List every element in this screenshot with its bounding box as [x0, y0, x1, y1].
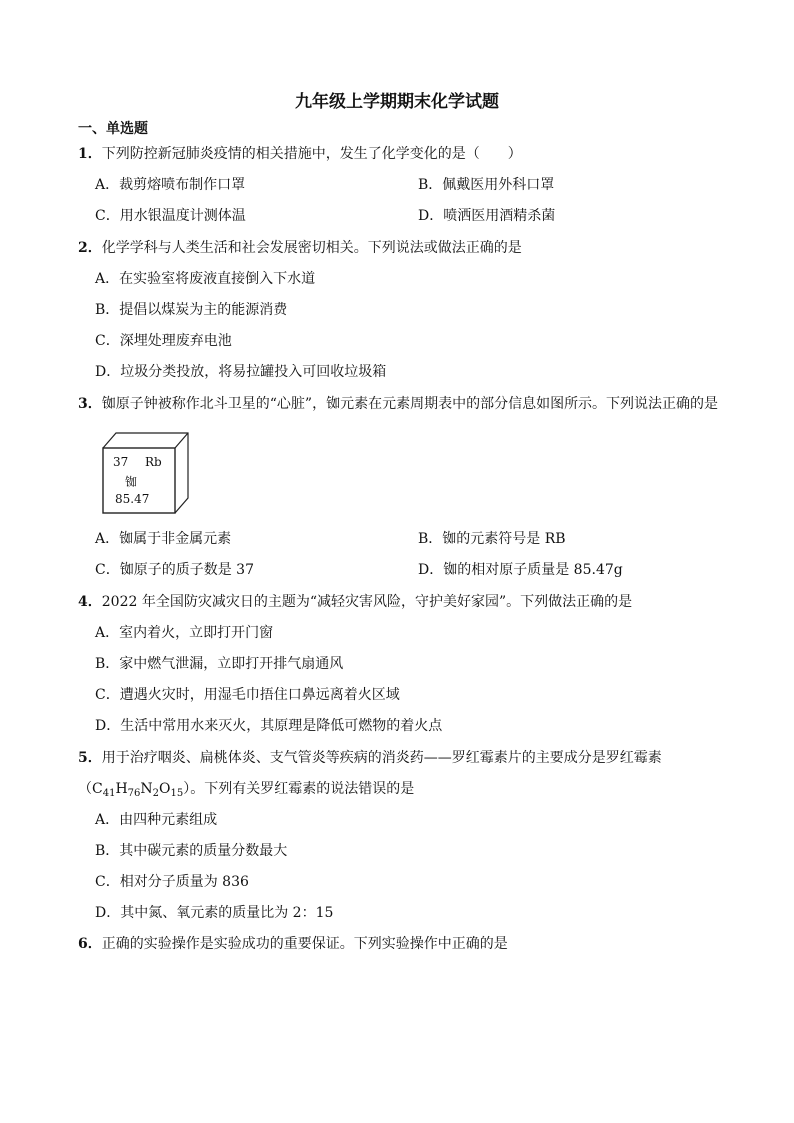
formula-subscript: 15 — [170, 788, 184, 799]
q2-option-b: B．提倡以煤炭为主的能源消费 — [95, 302, 288, 318]
q3-option-b: B．铷的元素符号是 RB — [418, 531, 566, 547]
q2-option-d: D．垃圾分类投放，将易拉罐投入可回收垃圾箱 — [95, 364, 387, 380]
q2-option-c: C．深埋处理废弃电池 — [95, 333, 232, 349]
question-number: 3． — [78, 396, 102, 412]
q1-option-b: B．佩戴医用外科口罩 — [418, 177, 555, 193]
q5-option-d: D．其中氮、氧元素的质量比为 2：15 — [95, 905, 334, 921]
question-2 — [78, 239, 522, 257]
section-heading: 一、单选题 — [78, 121, 148, 137]
q4-option-a: A．室内着火，立即打开门窗 — [95, 625, 274, 641]
question-stem: 化学学科与人类生活和社会发展密切相关。下列说法或做法正确的是 — [101, 240, 522, 256]
formula-subscript: 2 — [152, 788, 160, 799]
question-6 — [78, 935, 508, 953]
q3-option-d: D．铷的相对原子质量是 85.47g — [418, 562, 623, 578]
question-number: 4． — [78, 594, 102, 610]
question-stem: 用于治疗咽炎、扁桃体炎、支气管炎等疾病的消炎药——罗红霉素片的主要成分是罗红霉素 — [101, 750, 662, 766]
formula-subscript: 76 — [127, 788, 141, 799]
q1-option-d: D．喷洒医用酒精杀菌 — [418, 208, 556, 224]
question-number: 1． — [78, 146, 102, 162]
question-stem-tail: ）。下列有关罗红霉素的说法错误的是 — [183, 781, 415, 797]
question-stem: 铷原子钟被称作北斗卫星的“心脏”，铷元素在元素周期表中的部分信息如图所示。下列说法正确的是 — [101, 396, 719, 412]
atomic-number: 37 — [113, 455, 129, 469]
question-5 — [78, 749, 662, 767]
question-5-formula-line — [78, 780, 414, 798]
q4-option-c: C．遭遇火灾时，用湿毛巾捂住口鼻远离着火区域 — [95, 687, 400, 703]
q2-option-a: A．在实验室将废液直接倒入下水道 — [95, 271, 316, 287]
formula-element: N — [140, 781, 153, 797]
question-1 — [78, 145, 522, 163]
q1-option-a: A．裁剪熔喷布制作口罩 — [95, 177, 246, 193]
question-stem: 下列防控新冠肺炎疫情的相关措施中，发生了化学变化的是（ ） — [101, 146, 522, 162]
formula-subscript: 41 — [102, 788, 116, 799]
q4-option-b: B．家中燃气泄漏，立即打开排气扇通风 — [95, 656, 344, 672]
question-stem: 2022 年全国防灾减灾日的主题为“减轻灾害风险，守护美好家园”。下列做法正确的是 — [101, 594, 633, 610]
question-stem: 正确的实验操作是实验成功的重要保证。下列实验操作中正确的是 — [101, 936, 508, 952]
formula-element: O — [159, 781, 171, 797]
periodic-element-cube — [100, 430, 190, 516]
q5-option-b: B．其中碳元素的质量分数最大 — [95, 843, 288, 859]
element-name: 铷 — [125, 475, 138, 489]
q3-option-a: A．铷属于非金属元素 — [95, 531, 232, 547]
question-4 — [78, 593, 632, 611]
q5-option-a: A．由四种元素组成 — [95, 812, 218, 828]
formula-open: （C — [78, 781, 103, 797]
q3-option-c: C．铷原子的质子数是 37 — [95, 562, 254, 578]
q1-option-c: C．用水银温度计测体温 — [95, 208, 246, 224]
formula-element: H — [115, 781, 128, 797]
question-number: 2． — [78, 240, 102, 256]
q5-option-c: C．相对分子质量为 836 — [95, 874, 249, 890]
q4-option-d: D．生活中常用水来灭火，其原理是降低可燃物的着火点 — [95, 718, 443, 734]
element-symbol: Rb — [145, 455, 162, 469]
question-3 — [78, 395, 718, 413]
atomic-mass: 85.47 — [115, 492, 150, 506]
page-title: 九年级上学期期末化学试题 — [295, 92, 499, 112]
question-number: 6． — [78, 936, 102, 952]
question-number: 5． — [78, 750, 102, 766]
